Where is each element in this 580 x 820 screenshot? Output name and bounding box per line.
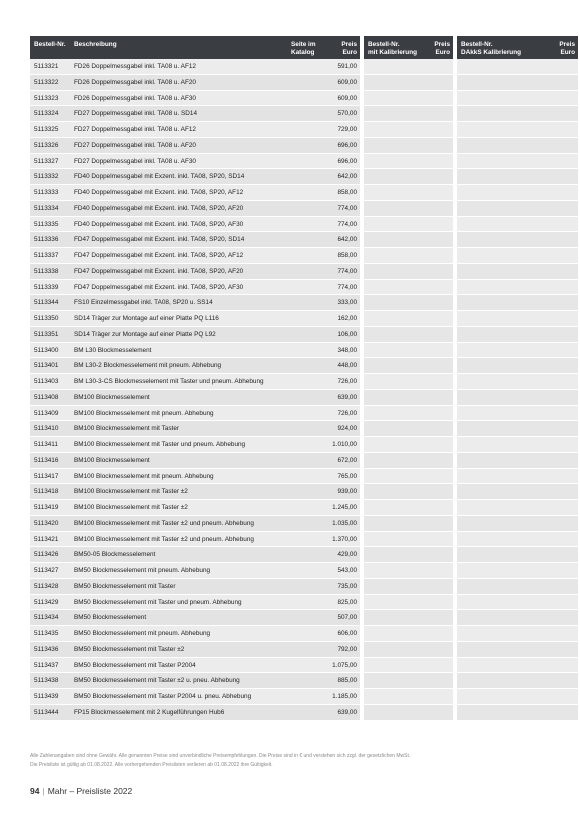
dakks-row <box>457 343 578 359</box>
order-number: 5113334 <box>34 204 59 212</box>
order-number: 5113327 <box>34 157 59 165</box>
order-number: 5113426 <box>34 551 59 559</box>
calibration-row <box>364 122 453 138</box>
dakks-row <box>457 75 578 91</box>
table-row <box>30 59 360 75</box>
dakks-row <box>457 626 578 642</box>
price: 333,00 <box>337 299 357 307</box>
price: 774,00 <box>337 204 357 212</box>
price: 858,00 <box>337 252 357 259</box>
header-calib-preis: Preis <box>434 41 450 48</box>
calibration-row <box>364 280 453 296</box>
price: 774,00 <box>337 283 357 291</box>
price: 726,00 <box>337 409 357 417</box>
calibration-body <box>364 59 453 721</box>
dakks-row <box>457 563 578 579</box>
order-number: 5113408 <box>34 393 59 401</box>
dakks-row <box>457 421 578 437</box>
dakks-row <box>457 610 578 626</box>
price: 792,00 <box>337 645 357 653</box>
dakks-row <box>457 201 578 217</box>
dakks-row <box>457 532 578 548</box>
dakks-row <box>457 500 578 516</box>
dakks-row <box>457 358 578 374</box>
header-beschreibung: Beschreibung <box>74 41 117 48</box>
price: 639,00 <box>337 708 357 716</box>
order-number: 5113419 <box>34 504 59 511</box>
table-row <box>30 406 360 422</box>
calibration-row <box>364 185 453 201</box>
dakks-row <box>457 185 578 201</box>
table-row <box>30 563 360 579</box>
dakks-row <box>457 248 578 264</box>
description: BM100 Blockmesselement mit Taster und pneum. Abhebung <box>74 441 246 448</box>
dakks-row <box>457 122 578 138</box>
description: FD27 Doppelmessgabel inkl. TA08 u. AF30 <box>74 157 196 165</box>
order-number: 5113421 <box>34 535 59 543</box>
table-row <box>30 689 360 705</box>
header-euro: Euro <box>342 48 357 56</box>
calibration-header <box>364 36 453 59</box>
order-number: 5113401 <box>34 362 59 370</box>
calibration-row <box>364 626 453 642</box>
order-number: 5113403 <box>34 378 59 385</box>
table-row <box>30 532 360 548</box>
dakks-row <box>457 264 578 280</box>
order-number: 5113429 <box>34 598 59 606</box>
description: SD14 Träger zur Montage auf einer Platte PQ L116 <box>74 315 219 322</box>
description: BM100 Blockmesselement mit Taster ±2 und pneum. Abhebung <box>74 535 254 543</box>
dakks-row <box>457 169 578 185</box>
table-row <box>30 374 360 390</box>
order-number: 5113326 <box>34 141 59 149</box>
price: 162,00 <box>337 315 357 322</box>
description: SD14 Träger zur Montage auf einer Platte PQ L92 <box>74 330 216 338</box>
table-row <box>30 217 360 233</box>
description: BM100 Blockmesselement mit Taster ±2 <box>74 504 188 511</box>
table-row <box>30 421 360 437</box>
description: FD26 Doppelmessgabel inkl. TA08 u. AF30 <box>74 94 196 102</box>
dakks-row <box>457 579 578 595</box>
calibration-row <box>364 232 453 248</box>
price: 1.245,00 <box>332 504 357 511</box>
price: 1.035,00 <box>332 519 357 527</box>
dakks-table <box>457 36 578 721</box>
dakks-body <box>457 59 578 721</box>
dakks-row <box>457 91 578 107</box>
header-katalog: Katalog <box>291 48 315 56</box>
footer-title: Mahr – Preisliste 2022 <box>47 786 133 796</box>
order-number: 5113427 <box>34 567 59 574</box>
calibration-row <box>364 106 453 122</box>
table-row <box>30 437 360 453</box>
calibration-row <box>364 154 453 170</box>
price: 924,00 <box>337 425 357 433</box>
table-row <box>30 185 360 201</box>
table-row <box>30 658 360 674</box>
order-number: 5113336 <box>34 236 59 244</box>
table-row <box>30 642 360 658</box>
table-row <box>30 358 360 374</box>
table-row <box>30 390 360 406</box>
calibration-row <box>364 358 453 374</box>
calibration-row <box>364 453 453 469</box>
price: 765,00 <box>337 472 357 480</box>
price: 696,00 <box>337 141 357 149</box>
order-number: 5113350 <box>34 315 59 322</box>
description: BM L30 Blockmesselement <box>74 346 152 354</box>
calibration-row <box>364 264 453 280</box>
table-row <box>30 327 360 343</box>
dakks-row <box>457 595 578 611</box>
calibration-row <box>364 437 453 453</box>
calibration-row <box>364 673 453 689</box>
header-dakks-sub: DAkkS Kalibrierung <box>461 48 522 56</box>
order-number: 5113436 <box>34 645 59 653</box>
description: BM50 Blockmesselement mit Taster ±2 <box>74 645 185 653</box>
description: BM L30-2 Blockmesselement mit pneum. Abhebung <box>74 362 222 370</box>
description: FD47 Doppelmessgabel mit Exzent. inkl. TA08, SP20, SD14 <box>74 236 245 244</box>
table-row <box>30 122 360 138</box>
table-row <box>30 311 360 327</box>
table-row <box>30 280 360 296</box>
price: 885,00 <box>337 677 357 685</box>
footer-separator: | <box>42 786 45 796</box>
price: 696,00 <box>337 157 357 165</box>
calibration-row <box>364 610 453 626</box>
header-bestell-nr: Bestell-Nr. <box>34 41 66 48</box>
description: BM50 Blockmesselement mit Taster P2004 <box>74 661 196 669</box>
dakks-row <box>457 705 578 721</box>
dakks-row <box>457 689 578 705</box>
description: BM50 Blockmesselement mit Taster und pneum. Abhebung <box>74 598 242 606</box>
dakks-row <box>457 642 578 658</box>
dakks-row <box>457 311 578 327</box>
order-number: 5113339 <box>34 283 59 291</box>
header-seite-im: Seite im <box>291 41 316 48</box>
description: BM100 Blockmesselement <box>74 393 150 401</box>
description: FD27 Doppelmessgabel inkl. TA08 u. AF20 <box>74 141 196 149</box>
calibration-row <box>364 705 453 721</box>
table-row <box>30 343 360 359</box>
description: BM50 Blockmesselement mit pneum. Abhebung <box>74 567 211 574</box>
order-number: 5113338 <box>34 267 59 275</box>
header-dakks-preis: Preis <box>559 41 575 48</box>
order-number: 5113400 <box>34 346 59 354</box>
calibration-row <box>364 343 453 359</box>
header-calib-euro: Euro <box>435 48 450 56</box>
table-row <box>30 673 360 689</box>
order-number: 5113438 <box>34 677 59 685</box>
description: BM100 Blockmesselement <box>74 456 150 464</box>
price: 642,00 <box>337 173 357 181</box>
dakks-header <box>457 36 578 59</box>
calibration-row <box>364 390 453 406</box>
price: 774,00 <box>337 220 357 228</box>
calibration-row <box>364 658 453 674</box>
calibration-row <box>364 689 453 705</box>
calibration-row <box>364 579 453 595</box>
price: 642,00 <box>337 236 357 244</box>
calibration-row <box>364 138 453 154</box>
order-number: 5113409 <box>34 409 59 417</box>
dakks-row <box>457 327 578 343</box>
price: 606,00 <box>337 630 357 637</box>
price-table <box>30 36 360 721</box>
order-number: 5113337 <box>34 252 59 259</box>
description: BM100 Blockmesselement mit Taster ±2 und pneum. Abhebung <box>74 519 254 527</box>
description: BM100 Blockmesselement mit pneum. Abhebung <box>74 409 214 417</box>
table-row <box>30 201 360 217</box>
calibration-row <box>364 75 453 91</box>
order-number: 5113444 <box>34 708 59 716</box>
table-row <box>30 138 360 154</box>
price: 591,00 <box>337 63 357 70</box>
calibration-row <box>364 295 453 311</box>
calibration-row <box>364 374 453 390</box>
dakks-row <box>457 453 578 469</box>
description: BM50-05 Blockmesselement <box>74 551 156 559</box>
dakks-row <box>457 138 578 154</box>
price: 1.010,00 <box>332 441 357 448</box>
calibration-table <box>364 36 453 721</box>
price: 609,00 <box>337 78 357 86</box>
price: 639,00 <box>337 393 357 401</box>
description: BM50 Blockmesselement mit Taster ±2 u. pneu. Abhebung <box>74 677 240 685</box>
order-number: 5113324 <box>34 110 59 118</box>
price: 729,00 <box>337 126 357 133</box>
table-row <box>30 469 360 485</box>
footnote-line-1: Alle Zahlenangaben sind ohne Gewähr. Alle genannten Preise sind unverbindliche Preisempfehlungen. Die Preise sind in € und verstehen sich zzgl. der gesetzlichen MwSt. <box>30 753 411 759</box>
price-table-body <box>30 59 360 721</box>
order-number: 5113437 <box>34 661 59 669</box>
dakks-row <box>457 374 578 390</box>
description: BM L30-3-CS Blockmesselement mit Taster und pneum. Abhebung <box>74 378 264 385</box>
order-number: 5113410 <box>34 425 59 433</box>
table-row <box>30 484 360 500</box>
calibration-row <box>364 532 453 548</box>
description: BM100 Blockmesselement mit Taster <box>74 425 180 433</box>
dakks-row <box>457 232 578 248</box>
calibration-row <box>364 595 453 611</box>
order-number: 5113332 <box>34 173 59 181</box>
dakks-row <box>457 390 578 406</box>
page-number: 94 <box>30 786 40 796</box>
calibration-row <box>364 469 453 485</box>
price: 1.370,00 <box>332 535 357 543</box>
calibration-row <box>364 217 453 233</box>
order-number: 5113439 <box>34 693 59 700</box>
order-number: 5113434 <box>34 614 59 622</box>
order-number: 5113335 <box>34 220 59 228</box>
price: 1.075,00 <box>332 661 357 669</box>
order-number: 5113344 <box>34 299 59 307</box>
dakks-row <box>457 406 578 422</box>
description: BM100 Blockmesselement mit pneum. Abhebung <box>74 472 214 480</box>
dakks-row <box>457 484 578 500</box>
description: FD40 Doppelmessgabel mit Exzent. inkl. TA08, SP20, AF20 <box>74 204 244 212</box>
price: 429,00 <box>337 551 357 559</box>
price: 825,00 <box>337 598 357 606</box>
order-number: 5113435 <box>34 630 59 637</box>
table-row <box>30 154 360 170</box>
description: FD40 Doppelmessgabel mit Exzent. inkl. TA08, SP20, AF30 <box>74 220 244 228</box>
description: BM50 Blockmesselement mit Taster <box>74 582 176 590</box>
price: 570,00 <box>337 110 357 118</box>
price: 774,00 <box>337 267 357 275</box>
price: 448,00 <box>337 362 357 370</box>
page-footer <box>30 786 132 796</box>
description: FS10 Einzelmessgabel inkl. TA08, SP20 u. SS14 <box>74 299 213 307</box>
calibration-row <box>364 406 453 422</box>
calibration-row <box>364 169 453 185</box>
description: FD26 Doppelmessgabel inkl. TA08 u. AF12 <box>74 63 196 70</box>
order-number: 5113321 <box>34 63 59 70</box>
order-number: 5113351 <box>34 330 59 338</box>
table-row <box>30 91 360 107</box>
table-row <box>30 547 360 563</box>
table-row <box>30 75 360 91</box>
header-calib-sub: mit Kalibrierung <box>368 48 418 56</box>
calibration-row <box>364 500 453 516</box>
price: 609,00 <box>337 94 357 102</box>
price: 348,00 <box>337 346 357 354</box>
header-dakks-euro: Euro <box>560 48 575 56</box>
calibration-row <box>364 642 453 658</box>
description: FD40 Doppelmessgabel mit Exzent. inkl. TA08, SP20, SD14 <box>74 173 245 181</box>
calibration-row <box>364 516 453 532</box>
price: 106,00 <box>337 330 357 338</box>
table-row <box>30 295 360 311</box>
description: FD26 Doppelmessgabel inkl. TA08 u. AF20 <box>74 78 196 86</box>
calibration-row <box>364 59 453 75</box>
dakks-row <box>457 547 578 563</box>
description: BM50 Blockmesselement mit Taster P2004 u. pneu. Abhebung <box>74 693 252 700</box>
dakks-row <box>457 106 578 122</box>
price: 939,00 <box>337 488 357 496</box>
table-row <box>30 248 360 264</box>
dakks-row <box>457 217 578 233</box>
calibration-row <box>364 563 453 579</box>
order-number: 5113418 <box>34 488 59 496</box>
header-calib-nr: Bestell-Nr. <box>368 41 400 48</box>
price-table-header <box>30 36 360 59</box>
footnote-line-2: Die Preisliste ist gültig ab 01.08.2022. Alle vorhergehenden Preislisten verlieren ab 01.08.2022 ihre Gültigkeit. <box>30 762 273 768</box>
calibration-row <box>364 311 453 327</box>
dakks-row <box>457 673 578 689</box>
table-row <box>30 106 360 122</box>
order-number: 5113411 <box>34 441 58 448</box>
description: FD27 Doppelmessgabel inkl. TA08 u. SD14 <box>74 110 198 118</box>
dakks-row <box>457 658 578 674</box>
description: FD47 Doppelmessgabel mit Exzent. inkl. TA08, SP20, AF20 <box>74 267 244 275</box>
table-row <box>30 610 360 626</box>
table-row <box>30 500 360 516</box>
description: FP15 Blockmesselement mit 2 Kugelführungen Hub6 <box>74 708 225 716</box>
order-number: 5113325 <box>34 126 59 133</box>
table-row <box>30 705 360 721</box>
calibration-row <box>364 327 453 343</box>
table-row <box>30 626 360 642</box>
table-row <box>30 516 360 532</box>
price: 672,00 <box>337 456 357 464</box>
dakks-row <box>457 516 578 532</box>
table-row <box>30 232 360 248</box>
header-preis: Preis <box>341 41 357 48</box>
dakks-row <box>457 437 578 453</box>
order-number: 5113428 <box>34 582 59 590</box>
order-number: 5113420 <box>34 519 59 527</box>
description: FD47 Doppelmessgabel mit Exzent. inkl. TA08, SP20, AF12 <box>74 252 244 259</box>
header-dakks-nr: Bestell-Nr. <box>461 41 493 48</box>
price: 507,00 <box>337 614 357 622</box>
description: FD27 Doppelmessgabel inkl. TA08 u. AF12 <box>74 126 196 133</box>
order-number: 5113333 <box>34 189 59 196</box>
calibration-row <box>364 421 453 437</box>
order-number: 5113416 <box>34 456 59 464</box>
description: BM50 Blockmesselement mit pneum. Abhebung <box>74 630 211 637</box>
description: BM50 Blockmesselement <box>74 614 147 622</box>
dakks-row <box>457 295 578 311</box>
price: 726,00 <box>337 378 357 385</box>
dakks-row <box>457 280 578 296</box>
price: 858,00 <box>337 189 357 196</box>
order-number: 5113323 <box>34 94 59 102</box>
description: FD47 Doppelmessgabel mit Exzent. inkl. TA08, SP20, AF30 <box>74 283 244 291</box>
footnote <box>30 752 550 770</box>
price: 1.185,00 <box>332 693 357 700</box>
dakks-row <box>457 469 578 485</box>
description: BM100 Blockmesselement mit Taster ±2 <box>74 488 188 496</box>
calibration-row <box>364 248 453 264</box>
dakks-row <box>457 154 578 170</box>
order-number: 5113417 <box>34 472 59 480</box>
calibration-row <box>364 484 453 500</box>
table-row <box>30 453 360 469</box>
description: FD40 Doppelmessgabel mit Exzent. inkl. TA08, SP20, AF12 <box>74 189 244 196</box>
price: 735,00 <box>337 582 357 590</box>
calibration-row <box>364 91 453 107</box>
calibration-row <box>364 547 453 563</box>
table-row <box>30 595 360 611</box>
price: 543,00 <box>337 567 357 574</box>
order-number: 5113322 <box>34 78 59 86</box>
table-row <box>30 579 360 595</box>
table-row <box>30 169 360 185</box>
dakks-row <box>457 59 578 75</box>
calibration-row <box>364 201 453 217</box>
table-row <box>30 264 360 280</box>
